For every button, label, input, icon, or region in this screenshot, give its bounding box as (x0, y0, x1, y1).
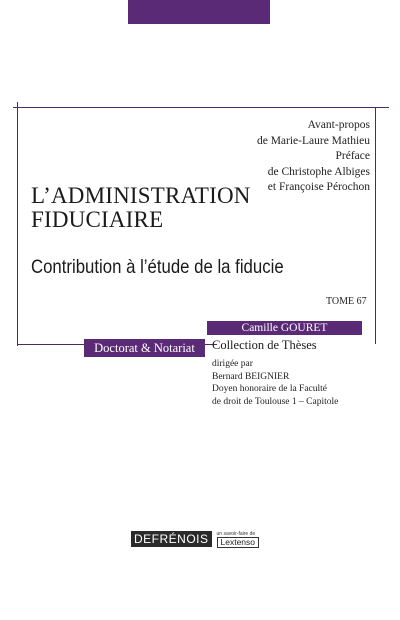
direction-line: Bernard BEIGNIER (212, 371, 290, 382)
foreword-line: de Marie-Laure Mathieu (256, 134, 370, 147)
title-line-1: L’ADMINISTRATION (31, 183, 251, 208)
series-direction (212, 358, 392, 408)
foreword-line: de Christophe Albiges (267, 165, 370, 178)
defrenois-logo: DEFRÉNOIS (131, 531, 212, 547)
foreword-line: et Françoise Pérochon (267, 181, 370, 193)
book-title (31, 184, 331, 232)
direction-line: de droit de Toulouse 1 – Capitole (212, 396, 339, 407)
foreword-line: Avant-propos (307, 119, 370, 131)
author-name: Camille GOURET (207, 321, 362, 335)
collection-name: Collection de Thèses (212, 338, 317, 352)
book-subtitle: Contribution à l’étude de la fiducie (31, 256, 284, 278)
publisher-logos (131, 531, 259, 547)
series-label: Doctorat & Notariat (84, 339, 205, 357)
lextenso-logo: Lextenso (217, 537, 260, 548)
frame-line-right (375, 107, 376, 344)
lextenso-mark (217, 531, 260, 548)
title-line-2: FIDUCIAIRE (31, 207, 164, 232)
frame-line-top (13, 107, 389, 108)
tome-number: TOME 67 (326, 296, 367, 307)
direction-line: Doyen honoraire de la Faculté (212, 384, 328, 394)
lextenso-tagline: un savoir-faire de (216, 530, 256, 537)
top-color-band (128, 0, 270, 24)
foreword-line: Préface (335, 150, 370, 162)
direction-line: dirigée par (212, 359, 253, 369)
